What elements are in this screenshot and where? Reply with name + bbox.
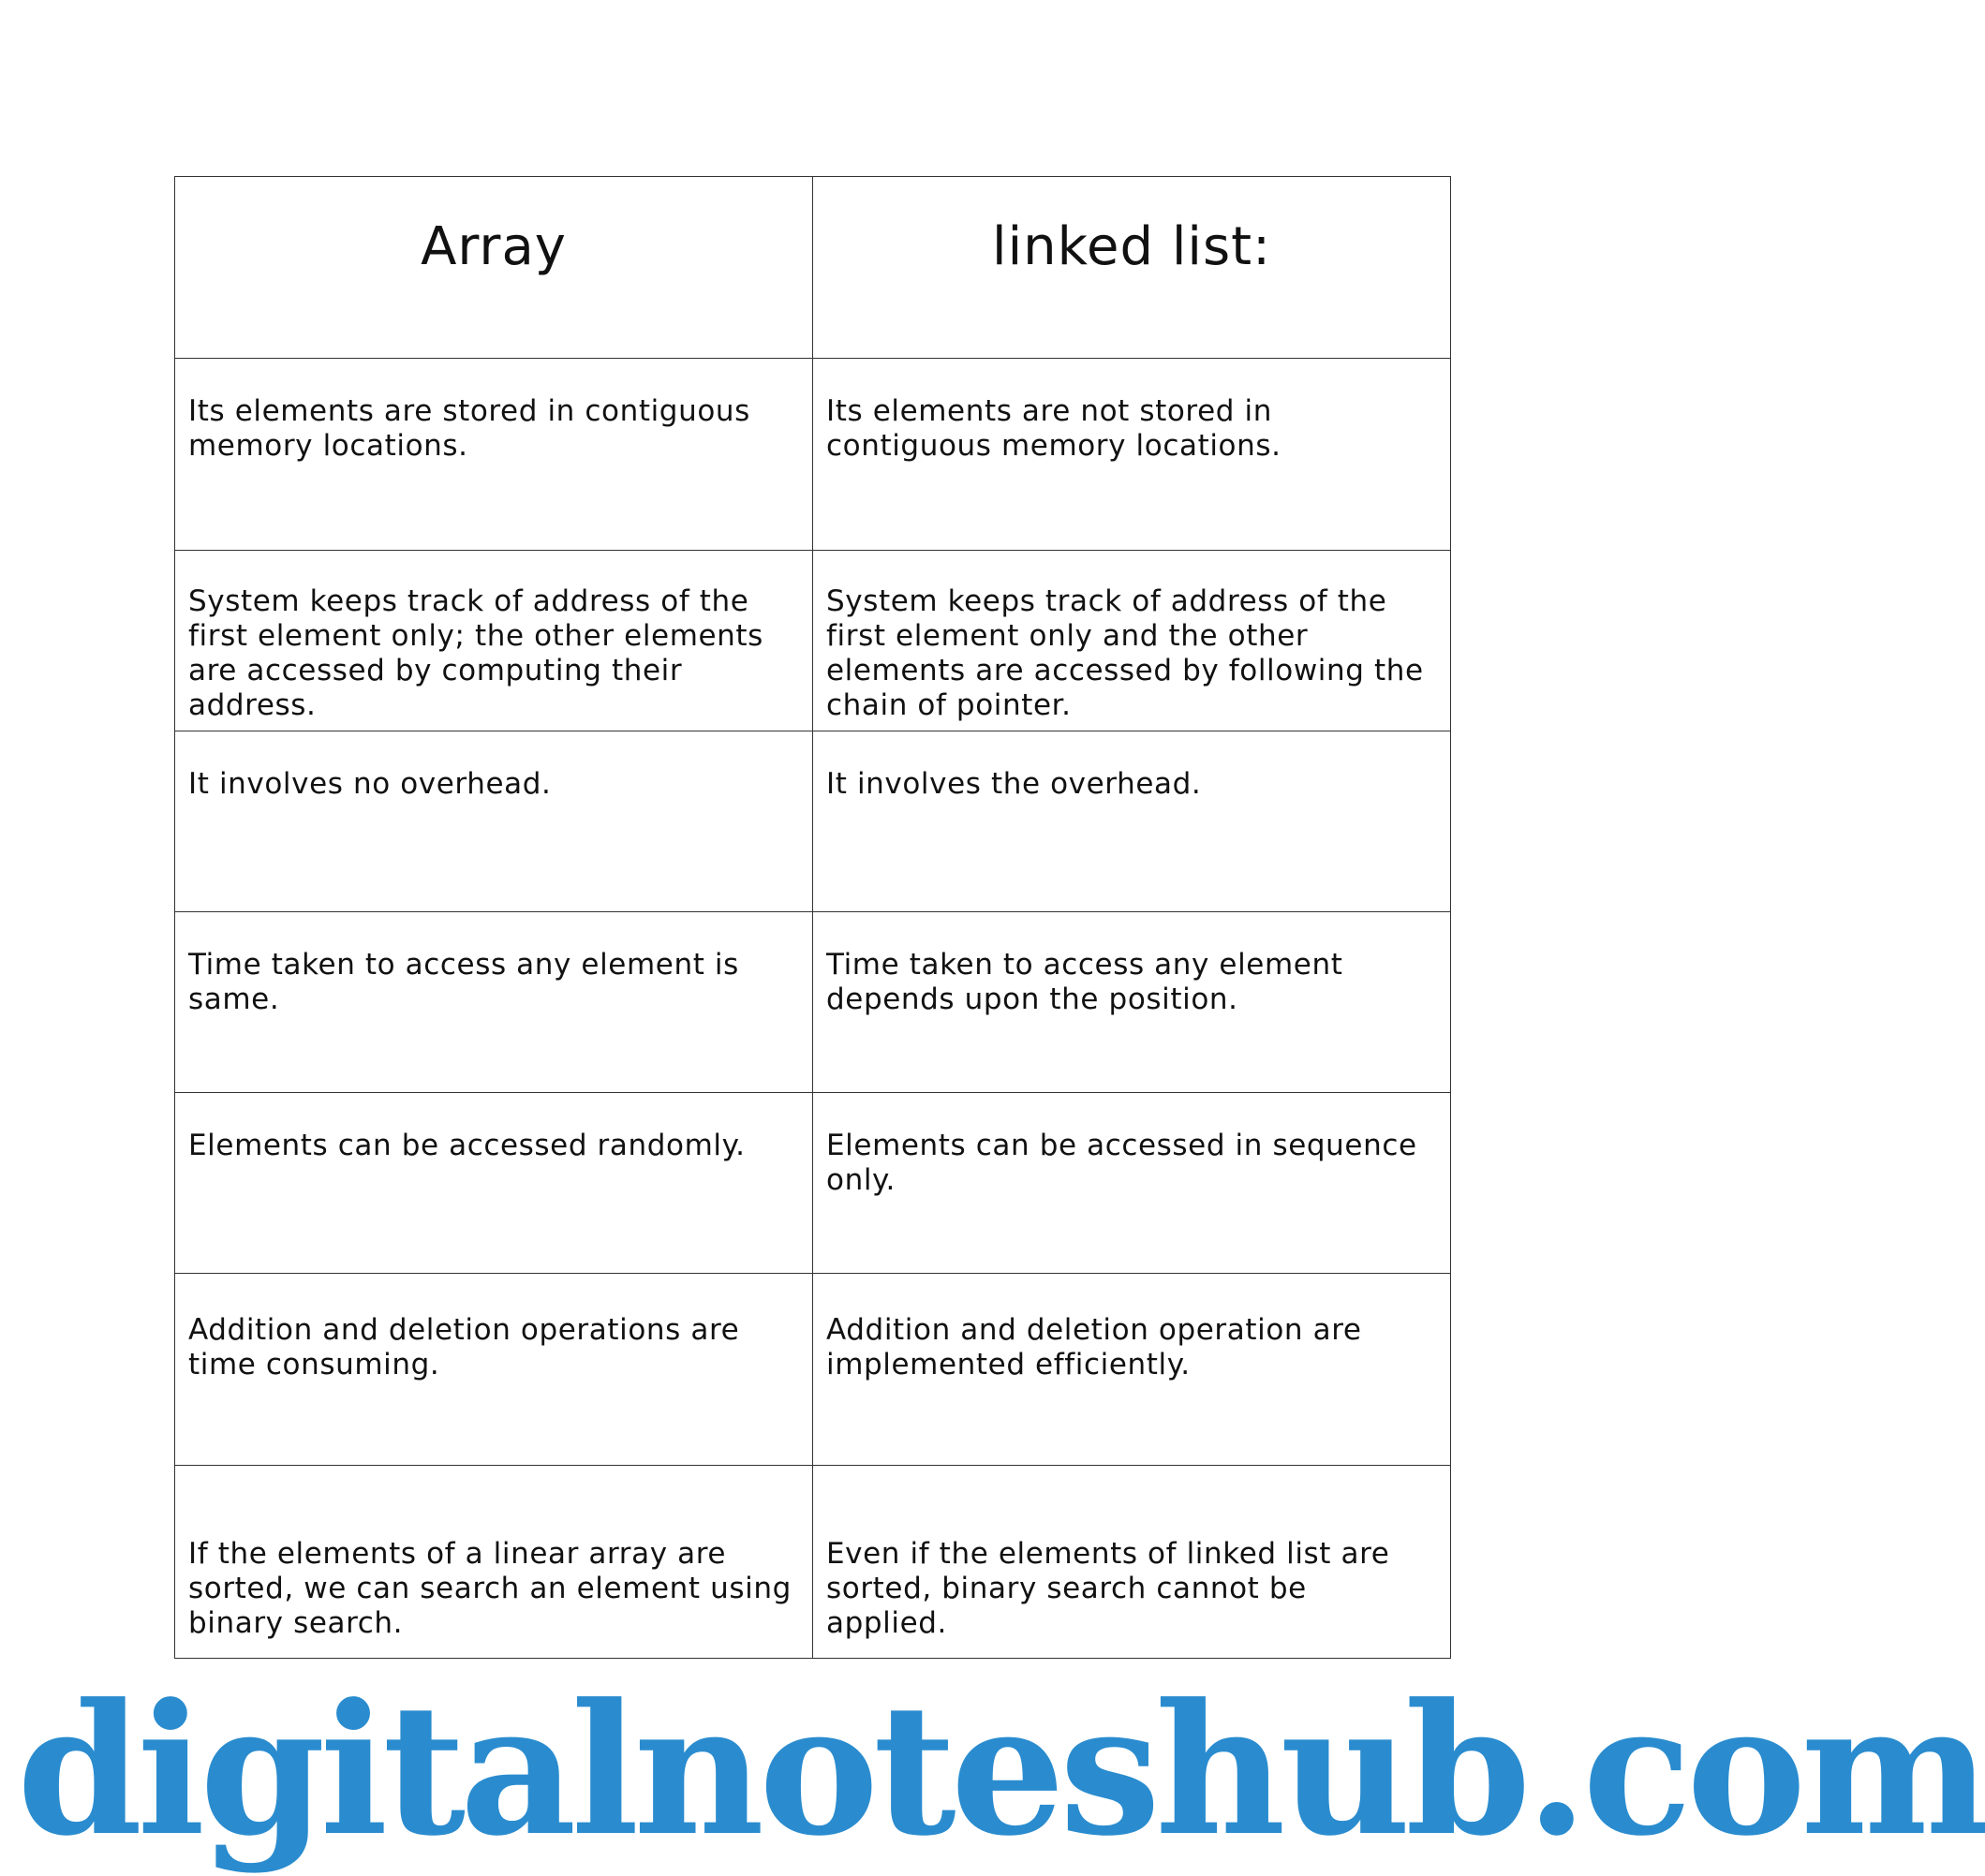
linked-list-cell: Its elements are not stored in contiguous memory locations. xyxy=(813,359,1451,551)
linked-list-cell: Even if the elements of linked list are sorted, binary search cannot be applied. xyxy=(813,1466,1451,1659)
array-cell: It involves no overhead. xyxy=(175,731,813,912)
table-row xyxy=(175,1466,1451,1659)
array-cell: Its elements are stored in contiguous memory locations. xyxy=(175,359,813,551)
comparison-table xyxy=(174,176,1451,1659)
table-header-row xyxy=(175,177,1451,359)
linked-list-cell: Addition and deletion operation are implemented efficiently. xyxy=(813,1274,1451,1466)
linked-list-cell: It involves the overhead. xyxy=(813,731,1451,912)
header-linked-list: linked list: xyxy=(813,177,1451,359)
linked-list-cell: Time taken to access any element depends upon the position. xyxy=(813,912,1451,1093)
array-cell: System keeps track of address of the first element only; the other elements are accessed by computing their address. xyxy=(175,551,813,731)
table-row xyxy=(175,551,1451,731)
linked-list-cell: System keeps track of address of the first element only and the other elements are accessed by following the chain of pointer. xyxy=(813,551,1451,731)
header-array: Array xyxy=(175,177,813,359)
table-row xyxy=(175,731,1451,912)
table-row xyxy=(175,1274,1451,1466)
array-cell: If the elements of a linear array are sorted, we can search an element using binary search. xyxy=(175,1466,813,1659)
array-cell: Elements can be accessed randomly. xyxy=(175,1093,813,1274)
array-cell: Time taken to access any element is same. xyxy=(175,912,813,1093)
table-row xyxy=(175,359,1451,551)
array-cell: Addition and deletion operations are time consuming. xyxy=(175,1274,813,1466)
table-row xyxy=(175,912,1451,1093)
watermark-text: digitalnoteshub.com xyxy=(17,1665,1985,1876)
table-row xyxy=(175,1093,1451,1274)
linked-list-cell: Elements can be accessed in sequence only. xyxy=(813,1093,1451,1274)
